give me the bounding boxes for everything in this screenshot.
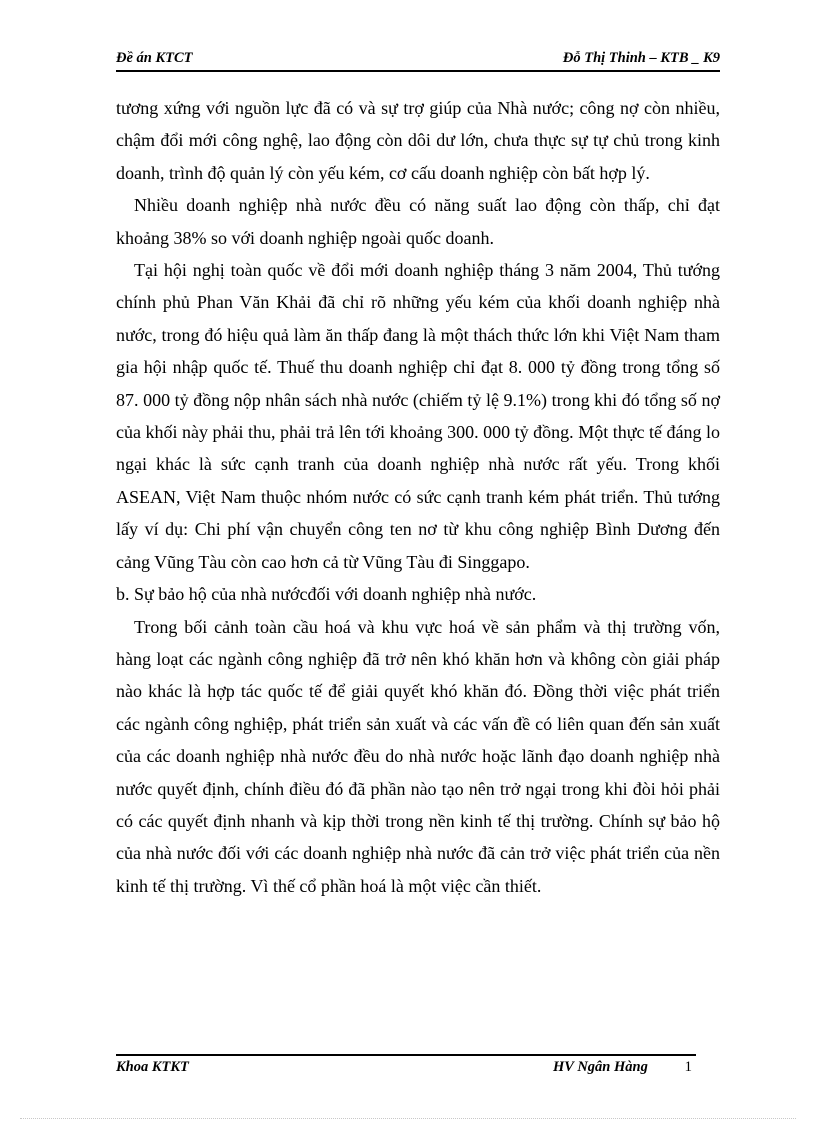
paragraph-conference: Tại hội nghị toàn quốc về đổi mới doanh nghiệp tháng 3 năm 2004, Thủ tướng chính phủ Phan Văn Khải đã chỉ rõ những yếu kém của khối doanh nghiệp nhà nước, trong đó hiệu quả làm ăn thấp đang là một thách thức lớn khi Việt Nam tham gia hội nhập quốc tế. Thuế thu doanh nghiệp chỉ đạt 8. 000 tỷ đồng trong tổng số 87. 000 tỷ đồng nộp nhân sách nhà nước (chiếm tỷ lệ 9.1%) trong khi đó tổng số nợ của khối này phải thu, phải trả lên tới khoảng 300. 000 tỷ đồng. Một thực tế đáng lo ngại khác là sức cạnh tranh của doanh nghiệp nhà nước rất yếu. Trong khối ASEAN, Việt Nam thuộc nhóm nước có sức cạnh tranh kém phát triển. Thủ tướng lấy ví dụ: Chi phí vận chuyển công ten nơ từ khu công nghiệp Bình Dương đến cảng Vũng Tàu còn cao hơn cả từ Vũng Tàu đi Singgapo.: [116, 260, 720, 572]
page-header: [116, 48, 720, 72]
header-author: Đỗ Thị Thinh – KTB _ K9: [562, 50, 720, 66]
document-body: [116, 92, 720, 902]
footer-faculty: Khoa KTKT: [116, 1059, 189, 1075]
paragraph-continuation: tương xứng với nguồn lực đã có và sự trợ giúp của Nhà nước; công nợ còn nhiều, chậm đổi mới công nghệ, lao động còn dôi dư lớn, chưa thực sự tự chủ trong kinh doanh, trình độ quản lý còn yếu kém, cơ cấu doanh nghiệp còn bất hợp lý.: [116, 98, 720, 183]
paragraph-productivity: Nhiều doanh nghiệp nhà nước đều có năng suất lao động còn thấp, chỉ đạt khoảng 38% so với doanh nghiệp ngoài quốc doanh.: [116, 195, 720, 248]
header-course-title: Đề án KTCT: [116, 50, 193, 66]
page-bottom-edge: [20, 1118, 796, 1119]
page-number: 1: [684, 1059, 692, 1075]
paragraph-protection: Trong bối cảnh toàn cầu hoá và khu vực hoá về sản phẩm và thị trường vốn, hàng loạt các ngành công nghiệp đã trở nên khó khăn hơn và không còn giải pháp nào khác là hợp tác quốc tế để giải quyết khó khăn đó. Đồng thời việc phát triển các ngành công nghiệp, phát triển sản xuất và các vấn đề có liên quan đến sản xuất của các doanh nghiệp nhà nước đều do nhà nước hoặc lãnh đạo doanh nghiệp nhà nước quyết định, chính điều đó đã phần nào tạo nên trở ngại trong khi đòi hỏi phải có các quyết định nhanh và kịp thời trong nền kinh tế thị trường. Chính sự bảo hộ của nhà nước đối với các doanh nghiệp nhà nước đã cản trở việc phát triển của nền kinh tế thị trường. Vì thế cổ phần hoá là một việc cần thiết.: [116, 616, 720, 896]
footer-institution: HV Ngân Hàng: [553, 1059, 648, 1075]
page-footer: [116, 1054, 696, 1082]
section-heading-b: b. Sự bảo hộ của nhà nướcđối với doanh nghiệp nhà nước.: [116, 584, 537, 605]
